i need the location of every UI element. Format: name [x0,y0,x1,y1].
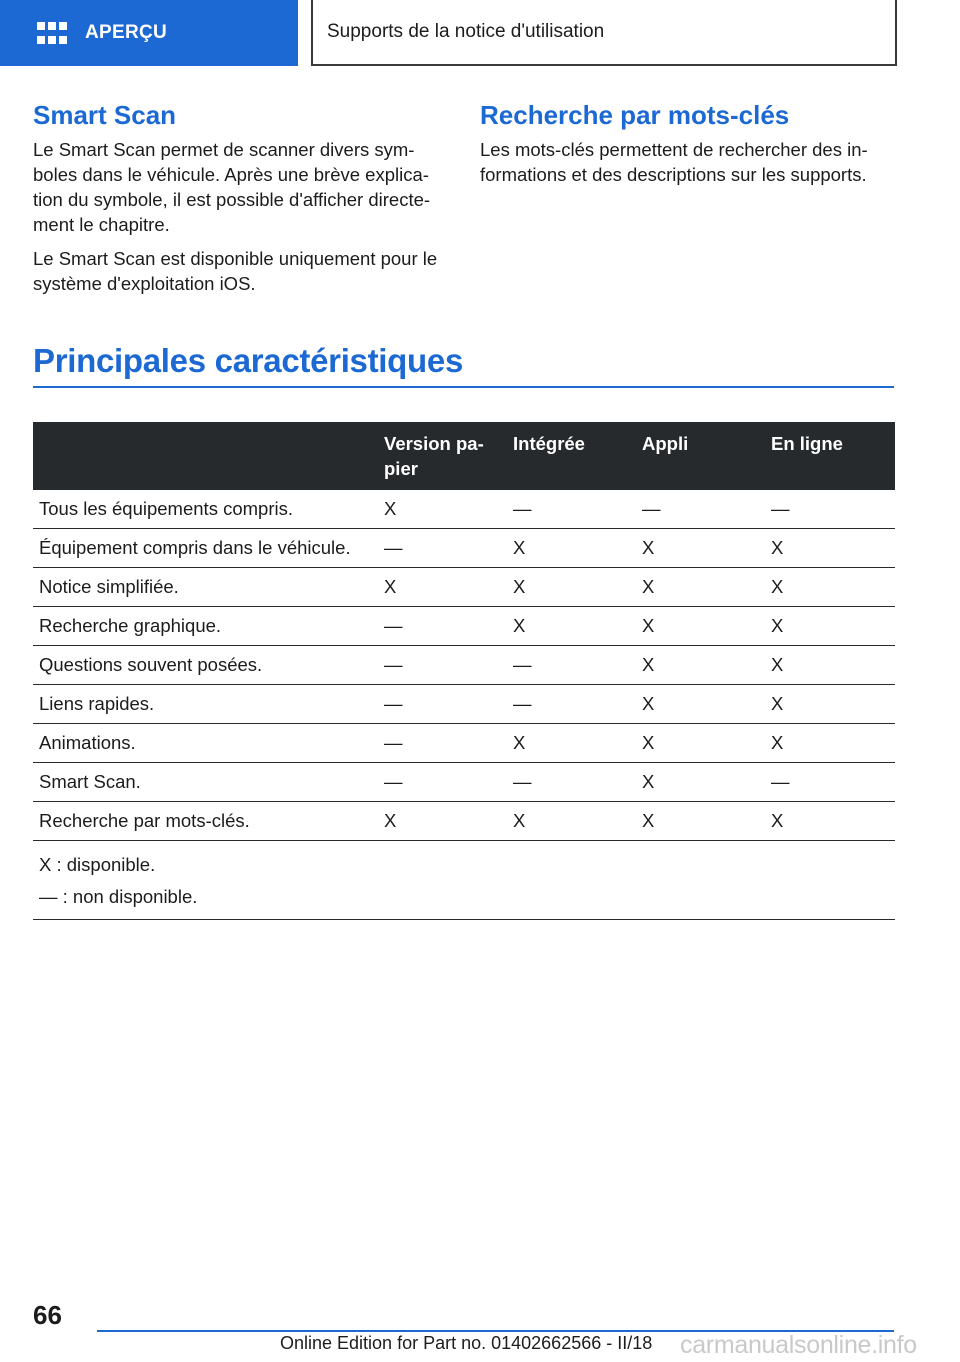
features-table [33,422,895,920]
availability-cell: X [507,568,636,607]
column-header: Intégrée [507,422,636,490]
table-row [33,802,895,841]
availability-cell: — [378,724,507,763]
footer-edition: Online Edition for Part no. 01402662566 - II/18 [280,1333,653,1353]
legend-unavailable: — : non disponible. [39,886,198,907]
smart-scan-title: Smart Scan [33,100,177,130]
header-section-label: Supports de la notice d'utilisation [327,21,605,42]
keyword-search-paragraph: Les mots-clés permettent de rechercher des informations et des descriptions sur les supports. [480,139,868,185]
features-title: Principales caractéristiques [33,342,463,379]
availability-cell: X [765,607,895,646]
availability-cell: X [378,490,507,529]
smart-scan-paragraph: Le Smart Scan est disponible uniquement pour le système d'exploitation iOS. [33,248,438,294]
availability-cell: — [378,607,507,646]
availability-cell: X [765,724,895,763]
availability-cell: — [765,763,895,802]
availability-cell: — [378,763,507,802]
availability-cell: X [507,724,636,763]
legend-available: X : disponible. [39,854,156,875]
availability-cell: — [507,646,636,685]
availability-cell: — [507,490,636,529]
feature-name: Notice simplifiée. [33,568,378,607]
availability-cell: X [765,646,895,685]
keyword-search-section [480,100,896,196]
column-header: Appli [636,422,765,490]
column-header: Version papier [378,422,507,490]
availability-cell: X [378,568,507,607]
header-tab-apercu[interactable] [0,0,298,66]
availability-cell: X [378,802,507,841]
availability-cell: X [765,802,895,841]
grid-icon [37,21,67,45]
header-tab-label: APERÇU [85,22,168,43]
availability-cell: X [636,763,765,802]
table-header-row [33,422,895,490]
availability-cell: X [636,529,765,568]
availability-cell: X [765,529,895,568]
column-header: En ligne [765,422,895,490]
feature-name: Animations. [33,724,378,763]
feature-name: Questions souvent posées. [33,646,378,685]
page-number: 66 [33,1300,62,1330]
table-row [33,724,895,763]
availability-cell: — [378,685,507,724]
availability-cell: — [507,763,636,802]
smart-scan-paragraph: Le Smart Scan permet de scanner divers symboles dans le véhicule. Après une brève explication du symbole, il est possible d'afficher directement le chapitre. [33,139,431,235]
availability-cell: X [636,607,765,646]
table-row [33,529,895,568]
availability-cell: — [378,646,507,685]
availability-cell: X [507,529,636,568]
smart-scan-section [33,100,449,305]
title-divider [33,386,894,388]
header-section [311,0,897,66]
table-legend-row [33,841,895,920]
feature-name: Smart Scan. [33,763,378,802]
table-row [33,490,895,529]
availability-cell: X [636,724,765,763]
availability-cell: — [507,685,636,724]
feature-name: Liens rapides. [33,685,378,724]
watermark: carmanualsonline.info [680,1331,917,1359]
availability-cell: X [765,568,895,607]
availability-cell: X [636,568,765,607]
table-row [33,763,895,802]
feature-name: Recherche par mots-clés. [33,802,378,841]
availability-cell: — [765,490,895,529]
availability-cell: — [636,490,765,529]
availability-cell: X [765,685,895,724]
table-legend [33,841,895,920]
table-row [33,646,895,685]
availability-cell: X [636,646,765,685]
table-row [33,607,895,646]
table-row [33,685,895,724]
feature-name: Équipement compris dans le véhicule. [33,529,378,568]
column-header [33,422,378,490]
keyword-search-title: Recherche par mots-clés [480,100,790,130]
availability-cell: X [636,685,765,724]
feature-name: Tous les équipements compris. [33,490,378,529]
availability-cell: X [636,802,765,841]
availability-cell: — [378,529,507,568]
feature-name: Recherche graphique. [33,607,378,646]
table-row [33,568,895,607]
availability-cell: X [507,607,636,646]
availability-cell: X [507,802,636,841]
